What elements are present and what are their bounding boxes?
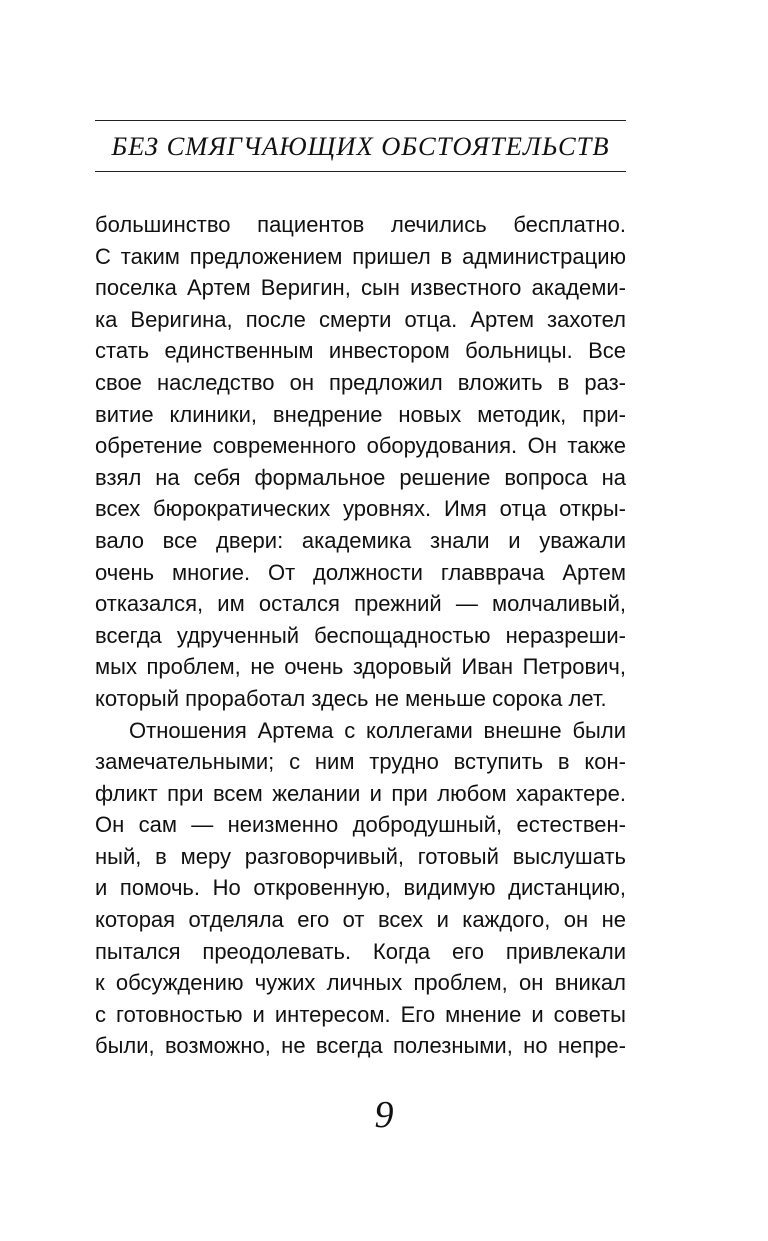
text-line: мых проблем, не очень здоровый Иван Петрович, bbox=[95, 654, 626, 680]
text-line: ка Веригина, после смерти отца. Артем захотел bbox=[95, 306, 626, 332]
text-line: поселка Артем Веригин, сын известного академи- bbox=[95, 275, 626, 301]
paragraph-end-line: который проработал здесь не меньше сорока лет. bbox=[95, 685, 607, 711]
text-line: отказался, им остался прежний — молчаливый, bbox=[95, 591, 626, 617]
text-line: всегда удрученный беспощадностью неразреши- bbox=[95, 622, 626, 648]
page-number: 9 bbox=[374, 1094, 394, 1136]
text-line: к обсуждению чужих личных проблем, он вникал bbox=[95, 970, 626, 996]
text-line: были, возможно, не всегда полезными, но непре- bbox=[95, 1033, 626, 1059]
text-line: вало все двери: академика знали и уважали bbox=[95, 527, 626, 553]
text-line: замечательными; с ним трудно вступить в кон- bbox=[95, 749, 626, 775]
text-line: фликт при всем желании и при любом характере. bbox=[95, 780, 626, 806]
text-line: большинство пациентов лечились бесплатно. bbox=[95, 212, 626, 237]
text-line: пытался преодолевать. Когда его привлекали bbox=[95, 938, 626, 964]
text-line: взял на себя формальное решение вопроса на bbox=[95, 464, 626, 490]
text-line: С таким предложением пришел в администрацию bbox=[95, 243, 626, 269]
text-line: Он сам — неизменно добродушный, естествен- bbox=[95, 812, 626, 838]
text-line: стать единственным инвестором больницы. Все bbox=[95, 338, 626, 364]
text-line: свое наследство он предложил вложить в раз- bbox=[95, 369, 626, 395]
text-line: витие клиники, внедрение новых методик, при- bbox=[95, 401, 626, 427]
body-text bbox=[95, 209, 626, 1062]
text-line: и помочь. Но откровенную, видимую дистанцию, bbox=[95, 875, 626, 901]
running-head bbox=[95, 120, 626, 172]
text-line: которая отделяла его от всех и каждого, он не bbox=[95, 907, 626, 933]
text-line: всех бюрократических уровнях. Имя отца откры- bbox=[95, 496, 626, 522]
text-line: очень многие. От должности главврача Артем bbox=[95, 559, 626, 585]
text-line: ный, в меру разговорчивый, готовый выслушать bbox=[95, 843, 626, 869]
text-line: обретение современного оборудования. Он также bbox=[95, 433, 626, 459]
paragraph-first-line: Отношения Артема с коллегами внешне были bbox=[129, 717, 626, 743]
text-line: с готовностью и интересом. Его мнение и советы bbox=[95, 1001, 626, 1027]
running-head-title: БЕЗ СМЯГЧАЮЩИХ ОБСТОЯТЕЛЬСТВ bbox=[111, 131, 610, 161]
